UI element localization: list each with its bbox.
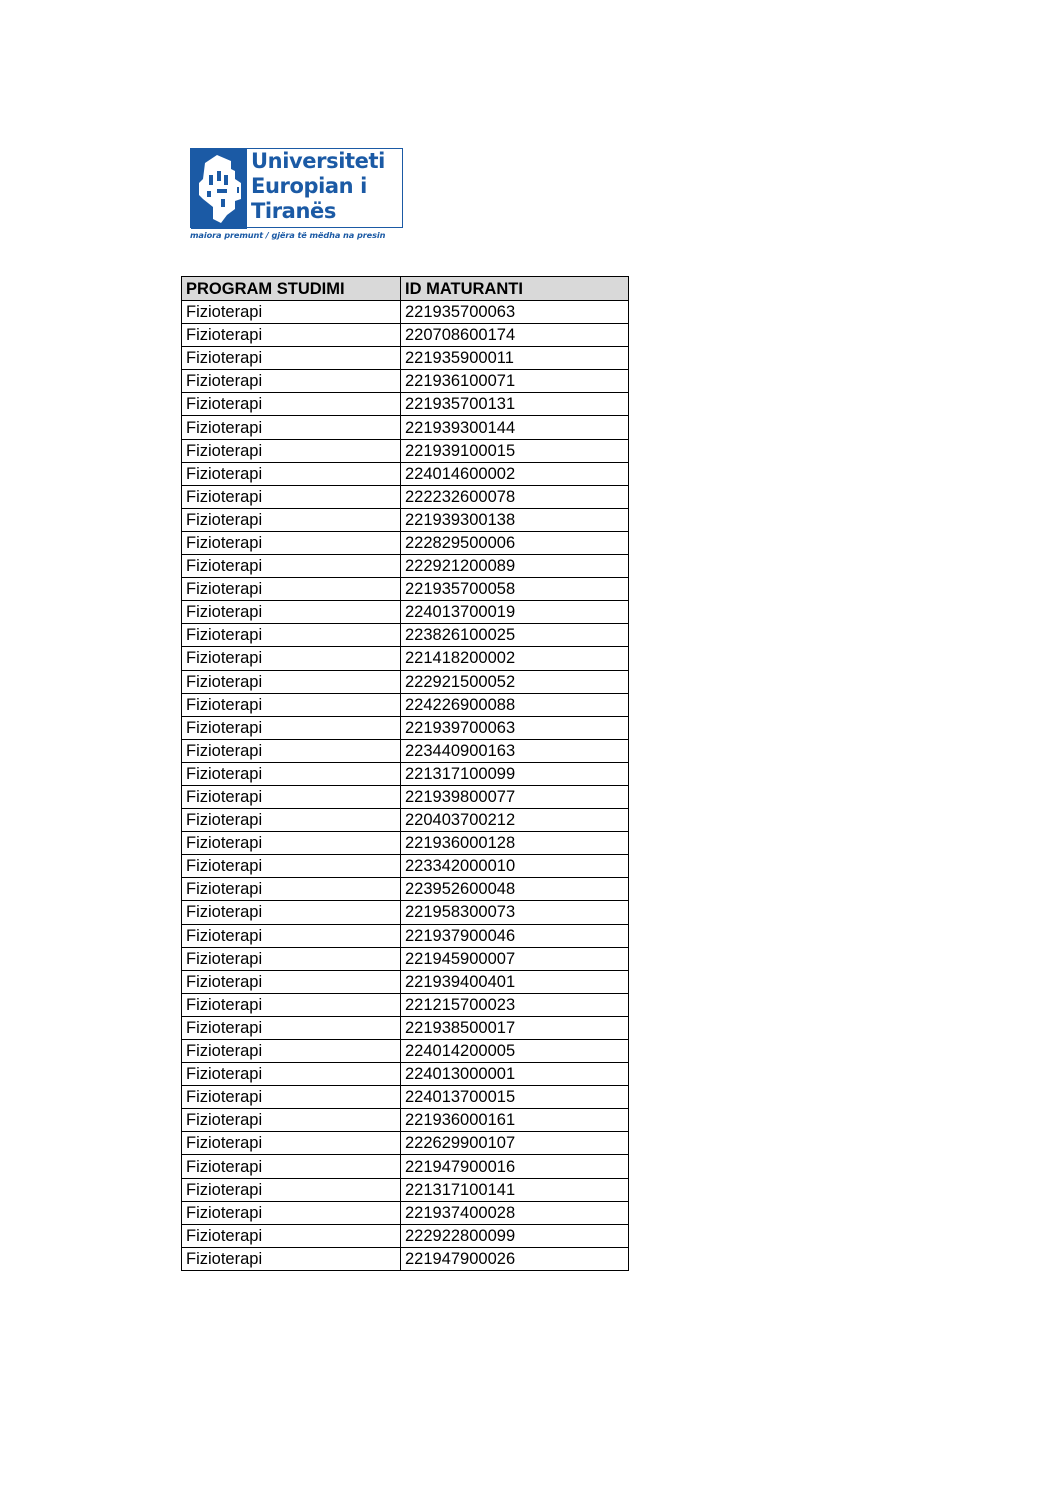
cell-program: Fizioterapi <box>182 1247 401 1270</box>
cell-program: Fizioterapi <box>182 1201 401 1224</box>
cell-id: 221939700063 <box>401 716 629 739</box>
table-row <box>182 809 629 832</box>
cell-id: 223826100025 <box>401 624 629 647</box>
table-row <box>182 693 629 716</box>
cell-program: Fizioterapi <box>182 1063 401 1086</box>
table-row <box>182 347 629 370</box>
cell-id: 221215700023 <box>401 993 629 1016</box>
table-row <box>182 578 629 601</box>
table-body <box>182 301 629 1271</box>
admissions-table <box>181 276 629 1271</box>
table-row <box>182 508 629 531</box>
cell-program: Fizioterapi <box>182 416 401 439</box>
cell-program: Fizioterapi <box>182 1224 401 1247</box>
table-row <box>182 878 629 901</box>
table-row <box>182 1178 629 1201</box>
header-id: ID MATURANTI <box>401 277 629 301</box>
cell-id: 221936000128 <box>401 832 629 855</box>
table-row <box>182 416 629 439</box>
cell-program: Fizioterapi <box>182 970 401 993</box>
table-row <box>182 1040 629 1063</box>
university-logo <box>190 148 406 244</box>
cell-id: 222232600078 <box>401 485 629 508</box>
table-row <box>182 993 629 1016</box>
table-row <box>182 855 629 878</box>
table-row <box>182 462 629 485</box>
cell-id: 221935700058 <box>401 578 629 601</box>
cell-id: 221317100141 <box>401 1178 629 1201</box>
cell-program: Fizioterapi <box>182 508 401 531</box>
cell-program: Fizioterapi <box>182 347 401 370</box>
cell-program: Fizioterapi <box>182 1132 401 1155</box>
table-row <box>182 1201 629 1224</box>
cell-program: Fizioterapi <box>182 601 401 624</box>
cell-id: 221947900026 <box>401 1247 629 1270</box>
table-row <box>182 832 629 855</box>
cell-program: Fizioterapi <box>182 762 401 785</box>
cell-program: Fizioterapi <box>182 578 401 601</box>
table-row <box>182 1086 629 1109</box>
cell-id: 222921200089 <box>401 555 629 578</box>
logo-frame <box>190 148 403 228</box>
cell-id: 221939300144 <box>401 416 629 439</box>
cell-id: 223440900163 <box>401 739 629 762</box>
cell-id: 221947900016 <box>401 1155 629 1178</box>
table-row <box>182 970 629 993</box>
building-emblem-icon <box>191 149 247 229</box>
cell-program: Fizioterapi <box>182 393 401 416</box>
logo-wordmark <box>251 149 403 224</box>
table-row <box>182 901 629 924</box>
cell-id: 224014600002 <box>401 462 629 485</box>
table-row <box>182 739 629 762</box>
cell-id: 221939800077 <box>401 785 629 808</box>
cell-id: 222922800099 <box>401 1224 629 1247</box>
cell-program: Fizioterapi <box>182 993 401 1016</box>
cell-id: 221935700131 <box>401 393 629 416</box>
table-row <box>182 1132 629 1155</box>
cell-program: Fizioterapi <box>182 1109 401 1132</box>
table-row <box>182 924 629 947</box>
cell-id: 223952600048 <box>401 878 629 901</box>
logo-emblem-icon <box>191 149 247 229</box>
table-row <box>182 531 629 554</box>
cell-program: Fizioterapi <box>182 485 401 508</box>
cell-program: Fizioterapi <box>182 670 401 693</box>
cell-id: 221418200002 <box>401 647 629 670</box>
logo-line-2: Europian i <box>251 174 367 198</box>
cell-id: 221939400401 <box>401 970 629 993</box>
table-row <box>182 1224 629 1247</box>
table-row <box>182 716 629 739</box>
cell-program: Fizioterapi <box>182 785 401 808</box>
cell-id: 224013000001 <box>401 1063 629 1086</box>
cell-program: Fizioterapi <box>182 555 401 578</box>
cell-id: 220403700212 <box>401 809 629 832</box>
cell-program: Fizioterapi <box>182 1040 401 1063</box>
cell-id: 223342000010 <box>401 855 629 878</box>
cell-id: 222829500006 <box>401 531 629 554</box>
cell-id: 221937900046 <box>401 924 629 947</box>
table-row <box>182 785 629 808</box>
cell-program: Fizioterapi <box>182 924 401 947</box>
cell-program: Fizioterapi <box>182 693 401 716</box>
cell-program: Fizioterapi <box>182 647 401 670</box>
table-row <box>182 555 629 578</box>
cell-id: 222629900107 <box>401 1132 629 1155</box>
cell-program: Fizioterapi <box>182 301 401 324</box>
table-row <box>182 670 629 693</box>
cell-id: 224014200005 <box>401 1040 629 1063</box>
cell-id: 222921500052 <box>401 670 629 693</box>
table-row <box>182 1109 629 1132</box>
cell-id: 224226900088 <box>401 693 629 716</box>
cell-program: Fizioterapi <box>182 855 401 878</box>
cell-id: 221937400028 <box>401 1201 629 1224</box>
header-program: PROGRAM STUDIMI <box>182 277 401 301</box>
cell-program: Fizioterapi <box>182 531 401 554</box>
cell-program: Fizioterapi <box>182 716 401 739</box>
cell-program: Fizioterapi <box>182 1086 401 1109</box>
cell-id: 224013700019 <box>401 601 629 624</box>
cell-program: Fizioterapi <box>182 370 401 393</box>
table-row <box>182 1155 629 1178</box>
cell-id: 221936000161 <box>401 1109 629 1132</box>
cell-program: Fizioterapi <box>182 1016 401 1039</box>
cell-program: Fizioterapi <box>182 624 401 647</box>
cell-id: 221936100071 <box>401 370 629 393</box>
table-row <box>182 647 629 670</box>
cell-id: 220708600174 <box>401 324 629 347</box>
cell-program: Fizioterapi <box>182 324 401 347</box>
cell-program: Fizioterapi <box>182 739 401 762</box>
cell-program: Fizioterapi <box>182 809 401 832</box>
cell-program: Fizioterapi <box>182 878 401 901</box>
cell-id: 224013700015 <box>401 1086 629 1109</box>
table-row <box>182 947 629 970</box>
cell-id: 221945900007 <box>401 947 629 970</box>
table-row <box>182 1063 629 1086</box>
table-row <box>182 393 629 416</box>
logo-line-1: Universiteti <box>251 149 385 173</box>
cell-program: Fizioterapi <box>182 1155 401 1178</box>
cell-program: Fizioterapi <box>182 947 401 970</box>
cell-id: 221958300073 <box>401 901 629 924</box>
table-row <box>182 439 629 462</box>
table-header-row <box>182 277 629 301</box>
cell-id: 221317100099 <box>401 762 629 785</box>
cell-program: Fizioterapi <box>182 439 401 462</box>
cell-program: Fizioterapi <box>182 832 401 855</box>
cell-program: Fizioterapi <box>182 901 401 924</box>
cell-id: 221935900011 <box>401 347 629 370</box>
logo-line-3: Tiranës <box>251 199 336 223</box>
table-row <box>182 762 629 785</box>
cell-id: 221939300138 <box>401 508 629 531</box>
cell-id: 221935700063 <box>401 301 629 324</box>
cell-program: Fizioterapi <box>182 1178 401 1201</box>
table-row <box>182 1247 629 1270</box>
table-row <box>182 1016 629 1039</box>
table-row <box>182 485 629 508</box>
table-row <box>182 624 629 647</box>
logo-tagline: maiora premunt / gjëra të mëdha na presin <box>190 230 386 240</box>
cell-program: Fizioterapi <box>182 462 401 485</box>
table-row <box>182 324 629 347</box>
table-row <box>182 601 629 624</box>
table-row <box>182 301 629 324</box>
cell-id: 221938500017 <box>401 1016 629 1039</box>
table-row <box>182 370 629 393</box>
cell-id: 221939100015 <box>401 439 629 462</box>
